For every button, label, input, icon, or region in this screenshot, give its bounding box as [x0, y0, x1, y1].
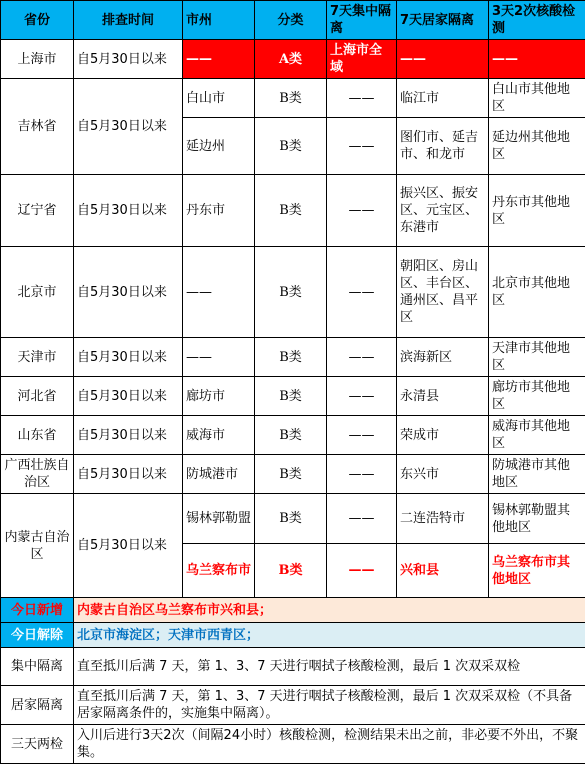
- table-row: [1, 247, 585, 338]
- home-cell: 二连浩特市: [397, 494, 489, 544]
- city-cell: 廊坊市: [183, 377, 255, 416]
- city-cell: ——: [183, 40, 255, 79]
- category-cell: A类: [255, 40, 327, 79]
- header-central-quarantine: 7天集中隔离: [327, 1, 397, 40]
- home-cell: 荣成市: [397, 416, 489, 455]
- time-cell: 自5月30日以来: [74, 338, 183, 377]
- test-cell: 白山市其他地区: [489, 79, 585, 118]
- added-label: 今日新增: [1, 598, 74, 623]
- central-cell: ——: [327, 79, 397, 118]
- city-cell: ——: [183, 338, 255, 377]
- time-cell: 自5月30日以来: [74, 494, 183, 598]
- test-cell: 天津市其他地区: [489, 338, 585, 377]
- central-cell: ——: [327, 175, 397, 247]
- test-cell: 锡林郭勒盟其他地区: [489, 494, 585, 544]
- header-row: [1, 1, 585, 40]
- category-cell: B类: [255, 416, 327, 455]
- category-cell: B类: [255, 377, 327, 416]
- time-cell: 自5月30日以来: [74, 79, 183, 175]
- table-row: [1, 494, 585, 544]
- table-row: [1, 40, 585, 79]
- home-cell: 东兴市: [397, 455, 489, 494]
- header-province: 省份: [1, 1, 74, 40]
- table-row: [1, 416, 585, 455]
- central-cell: ——: [327, 377, 397, 416]
- test-cell: 延边州其他地区: [489, 118, 585, 175]
- city-cell: 延边州: [183, 118, 255, 175]
- home-cell: 振兴区、振安区、元宝区、东港市: [397, 175, 489, 247]
- central-cell: ——: [327, 338, 397, 377]
- province-cell: 天津市: [1, 338, 74, 377]
- removed-text: 北京市海淀区；天津市西青区；: [74, 623, 585, 648]
- test-cell: 廊坊市其他地区: [489, 377, 585, 416]
- test-cell: 乌兰察布市其他地区: [489, 544, 585, 598]
- test-rule-row: [1, 725, 585, 764]
- category-cell: B类: [255, 338, 327, 377]
- table-row: [1, 455, 585, 494]
- test-cell: 北京市其他地区: [489, 247, 585, 338]
- test-cell: ——: [489, 40, 585, 79]
- province-cell: 北京市: [1, 247, 74, 338]
- province-cell: 河北省: [1, 377, 74, 416]
- home-cell: 临江市: [397, 79, 489, 118]
- category-cell: B类: [255, 118, 327, 175]
- category-cell: B类: [255, 455, 327, 494]
- home-cell: 图们市、延吉市、和龙市: [397, 118, 489, 175]
- home-rule-text: 直至抵川后满 7 天，第 1、3、7 天进行咽拭子核酸检测，最后 1 次双采双检（不具备居家隔离条件的，实施集中隔离）。: [74, 686, 585, 725]
- time-cell: 自5月30日以来: [74, 175, 183, 247]
- central-cell: ——: [327, 494, 397, 544]
- central-rule-label: 集中隔离: [1, 648, 74, 686]
- central-cell: 上海市全域: [327, 40, 397, 79]
- province-cell: 辽宁省: [1, 175, 74, 247]
- header-category: 分类: [255, 1, 327, 40]
- province-cell: 山东省: [1, 416, 74, 455]
- home-cell: 兴和县: [397, 544, 489, 598]
- category-cell: B类: [255, 175, 327, 247]
- header-nucleic-test: 3天2次核酸检测: [489, 1, 585, 40]
- central-cell: ——: [327, 455, 397, 494]
- header-time: 排查时间: [74, 1, 183, 40]
- table-row: [1, 338, 585, 377]
- category-cell: B类: [255, 544, 327, 598]
- test-cell: 威海市其他地区: [489, 416, 585, 455]
- header-home-quarantine: 7天居家隔离: [397, 1, 489, 40]
- table-row: [1, 175, 585, 247]
- header-city: 市州: [183, 1, 255, 40]
- removed-row: [1, 623, 585, 648]
- city-cell: 威海市: [183, 416, 255, 455]
- time-cell: 自5月30日以来: [74, 40, 183, 79]
- province-cell: 上海市: [1, 40, 74, 79]
- city-cell: 丹东市: [183, 175, 255, 247]
- table-row: [1, 377, 585, 416]
- time-cell: 自5月30日以来: [74, 247, 183, 338]
- home-rule-label: 居家隔离: [1, 686, 74, 725]
- city-cell: 锡林郭勒盟: [183, 494, 255, 544]
- home-rule-row: [1, 686, 585, 725]
- category-cell: B类: [255, 79, 327, 118]
- central-cell: ——: [327, 416, 397, 455]
- home-cell: 滨海新区: [397, 338, 489, 377]
- city-cell: ——: [183, 247, 255, 338]
- time-cell: 自5月30日以来: [74, 416, 183, 455]
- removed-label: 今日解除: [1, 623, 74, 648]
- added-text: 内蒙古自治区乌兰察布市兴和县；: [74, 598, 585, 623]
- central-cell: ——: [327, 544, 397, 598]
- time-cell: 自5月30日以来: [74, 377, 183, 416]
- home-cell: ——: [397, 40, 489, 79]
- category-cell: B类: [255, 247, 327, 338]
- central-rule-row: [1, 648, 585, 686]
- central-rule-text: 直至抵川后满 7 天，第 1、3、7 天进行咽拭子核酸检测，最后 1 次双采双检: [74, 648, 585, 686]
- central-cell: ——: [327, 118, 397, 175]
- city-cell: 防城港市: [183, 455, 255, 494]
- test-rule-label: 三天两检: [1, 725, 74, 764]
- test-cell: 防城港市其他地区: [489, 455, 585, 494]
- added-row: [1, 598, 585, 623]
- city-cell: 乌兰察布市: [183, 544, 255, 598]
- category-cell: B类: [255, 494, 327, 544]
- test-rule-text: 入川后进行3天2次（间隔24小时）核酸检测，检测结果未出之前，非必要不外出，不聚集。: [74, 725, 585, 764]
- city-cell: 白山市: [183, 79, 255, 118]
- province-cell: 内蒙古自治区: [1, 494, 74, 598]
- table-row: [1, 79, 585, 118]
- home-cell: 朝阳区、房山区、丰台区、通州区、昌平区: [397, 247, 489, 338]
- province-cell: 吉林省: [1, 79, 74, 175]
- test-cell: 丹东市其他地区: [489, 175, 585, 247]
- time-cell: 自5月30日以来: [74, 455, 183, 494]
- central-cell: ——: [327, 247, 397, 338]
- province-cell: 广西壮族自治区: [1, 455, 74, 494]
- home-cell: 永清县: [397, 377, 489, 416]
